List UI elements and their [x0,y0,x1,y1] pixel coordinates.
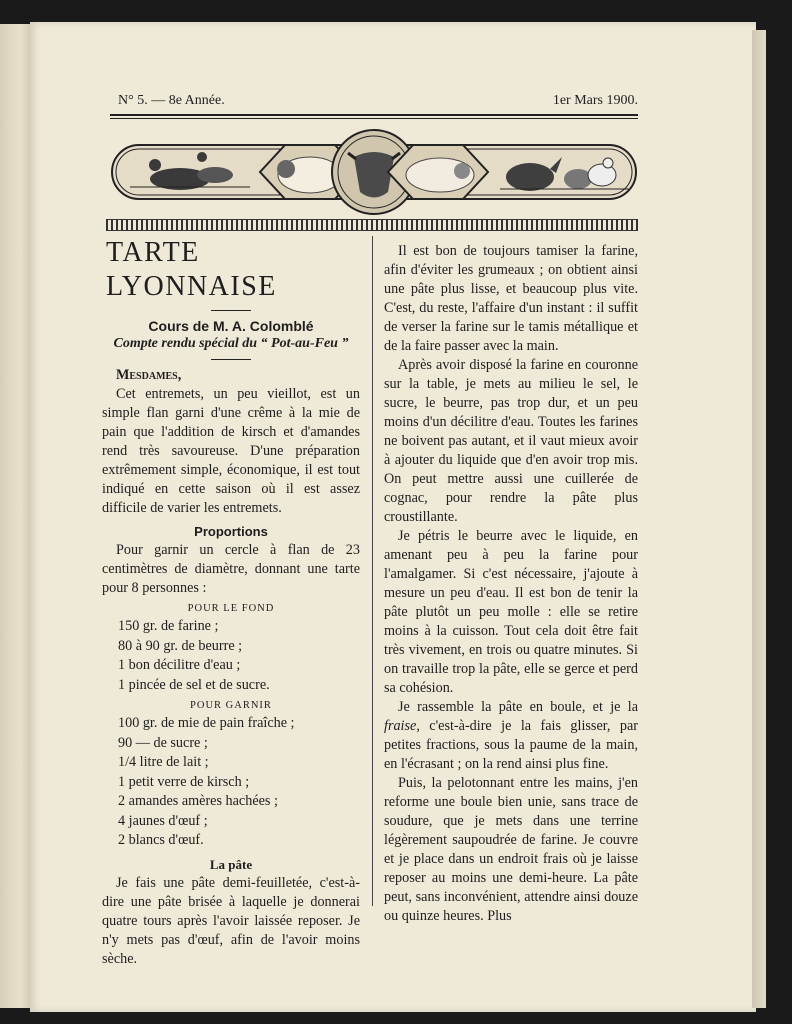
fraise-lead: Je rassemble la pâte en boule, et je la [398,699,638,715]
column-divider [372,236,373,906]
left-column [102,236,360,969]
ingredient-item: 4 jaunes d'œuf ; [118,812,208,829]
fraise-paragraph [384,698,638,774]
issue-date: 1er Mars 1900. [552,93,638,108]
ingredient-item: 1 bon décilitre d'eau ; [118,657,241,673]
ingredient-item: 2 amandes amères hachées ; [118,793,278,809]
report-line: Compte rendu spécial du “ Pot-au-Feu ” [113,336,349,351]
title-rule [211,310,251,311]
pate-paragraph: Je fais une pâte demi-feuilletée, c'est-à-dire une pâte brisée à laquelle je donnerai quatre tours après l'avoir laissée reposer. Je n'y mets pas d'œuf, afin de l'avoir moins sèche. [102,874,360,967]
ingredient-item: 1 petit verre de kirsch ; [118,773,250,790]
facing-page-edge [0,24,34,1008]
proportions-heading: Proportions [194,524,268,539]
fraise-word: fraise [384,718,417,734]
ingredient-item: 100 gr. de mie de pain fraîche ; [118,715,295,731]
course-line: Cours de M. A. Colomblé [148,318,314,334]
ingredient-item: 1 pincée de sel et de sucre. [118,676,270,693]
ingredient-item: 80 à 90 gr. de beurre ; [118,637,243,654]
garnir-heading: POUR GARNIR [190,700,272,711]
header-rule-thin [110,118,638,119]
intro-paragraph: Cet entremets, un peu vieillot, est un simple flan garni d'une crême à la mie de pain que l'addition de kirsch et d'amandes rend très savoureuse. D'une préparation extrêmement simple, économique, il est tout indiqué en cette saison où il est assez difficile de varier les entremets. [102,386,360,516]
article-title: TARTE LYONNAISE [106,237,277,302]
fond-heading: POUR LE FOND [187,603,275,614]
ingredient-item: 2 blancs d'œuf. [118,832,204,848]
right-column [384,242,638,926]
body-paragraph: Puis, la pelotonnant entre les mains, j'en reforme une boule bien unie, sans trace de soudure, que je mets dans une terrine légèrement saupoudrée de farine. Je couvre et je place dans un endroit frais où je laisse reposer au moins une demi-heure. La pâte peut, sans inconvénient, attendre ainsi douze ou quinze heures. Plus [384,775,638,924]
salutation: Mesdames, [116,367,182,383]
ingredient-item: 1/4 litre de lait ; [118,754,209,770]
body-paragraph: Il est bon de toujours tamiser la farine, afin d'éviter les grumeaux ; on obtient ainsi une pâte plus lisse, et beaucoup plus vite. C'est, du reste, l'affaire d'un instant : il suffit de verser la farine sur le tamis métallique et de la faire passer avec la main. [384,243,638,354]
body-paragraph: Après avoir disposé la farine en couronne sur la table, je mets au milieu le sel, le sucre, le beurre, pas trop dur, et un peu moins d'un décilitre d'eau. Toutes les farines ne boivent pas autant, et il vaut mieux avoir à ajouter du liquide que d'en avoir trop mis. On peut mettre aussi une cuillerée de cognac, pour rendre la pâte plus croustillante. [384,357,638,525]
proportions-paragraph: Pour garnir un cercle à flan de 23 centimètres de diamètre, donnant une tarte pour 8 personnes : [102,542,360,596]
ornamental-border [106,219,638,231]
subtitle-rule [211,359,251,360]
body-paragraph: Je pétris le beurre avec le liquide, en amenant peu à peu la farine pour l'amalgamer. Si c'est nécessaire, j'ajoute à mesure un peu d'eau. Il est bon de tenir la pâte plutôt un peu molle : elle se retire moins à la cuisson. Tout cela doit être fait très vivement, en trois ou quatre minutes. Si on travaille trop la pâte, elle se gerce et perd sa cohésion. [384,528,638,696]
issue-number: N° 5. — 8e Année. [118,93,225,108]
fraise-rest: , c'est-à-dire je la fais glisser, par petites fractions, sous la paume de la main, en l'écrasant ; on la rend ainsi plus fine. [384,718,638,772]
ingredient-item: 150 gr. de farine ; [118,618,219,634]
page-stack-edge [752,30,766,1008]
header-rule [110,114,638,116]
ingredient-item: 90 — de sucre ; [118,734,208,751]
pate-heading: La pâte [209,856,253,872]
farm-animals-banner [110,127,638,217]
